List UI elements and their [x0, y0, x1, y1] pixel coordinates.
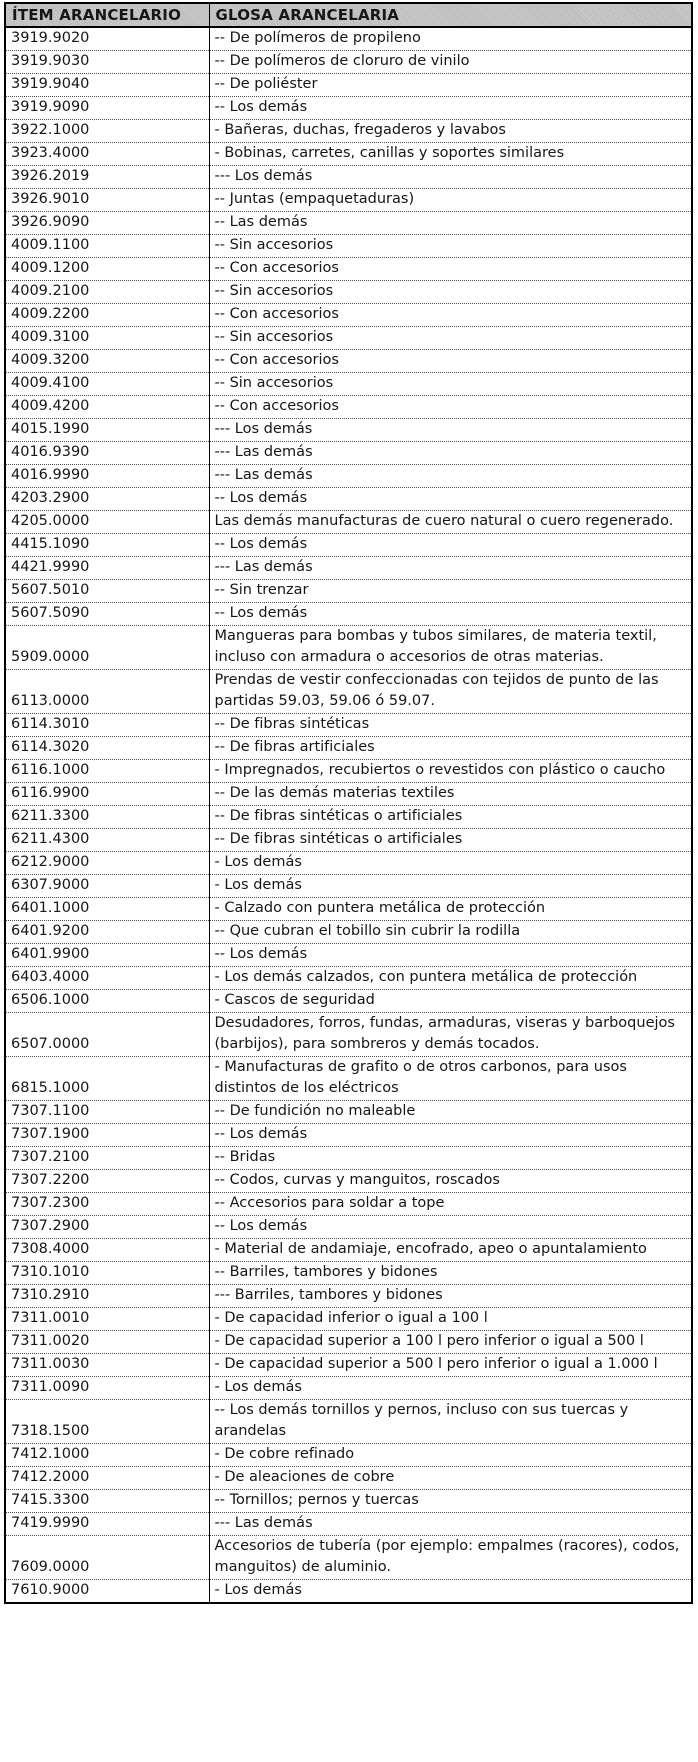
glosa-cell: - Manufacturas de grafito o de otros carbonos, para usos distintos de los eléctricos — [209, 1057, 692, 1101]
glosa-cell: - Los demás calzados, con puntera metálica de protección — [209, 967, 692, 990]
glosa-cell: --- Las demás — [209, 442, 692, 465]
glosa-cell: -- Los demás — [209, 534, 692, 557]
table-row — [5, 1239, 692, 1262]
table-row — [5, 875, 692, 898]
table-row — [5, 396, 692, 419]
item-code-cell: 6507.0000 — [5, 1013, 209, 1057]
item-code-cell: 6401.9900 — [5, 944, 209, 967]
item-code-cell: 6403.4000 — [5, 967, 209, 990]
glosa-cell: -- Barriles, tambores y bidones — [209, 1262, 692, 1285]
glosa-cell: --- Las demás — [209, 557, 692, 580]
glosa-cell: - De capacidad superior a 100 l pero inferior o igual a 500 l — [209, 1331, 692, 1354]
glosa-cell: -- Sin accesorios — [209, 373, 692, 396]
table-row — [5, 1262, 692, 1285]
table-row — [5, 670, 692, 714]
table-row — [5, 1490, 692, 1513]
glosa-cell: -- Con accesorios — [209, 396, 692, 419]
glosa-cell: -- De fibras sintéticas — [209, 714, 692, 737]
table-row — [5, 580, 692, 603]
glosa-cell: -- Los demás — [209, 97, 692, 120]
item-code-cell: 7318.1500 — [5, 1400, 209, 1444]
table-row — [5, 1536, 692, 1580]
table-row — [5, 1444, 692, 1467]
glosa-cell: Accesorios de tubería (por ejemplo: empalmes (racores), codos, manguitos) de aluminio. — [209, 1536, 692, 1580]
glosa-cell: -- Con accesorios — [209, 350, 692, 373]
table-row — [5, 1400, 692, 1444]
table-row — [5, 27, 692, 51]
item-code-cell: 7311.0020 — [5, 1331, 209, 1354]
item-code-cell: 7308.4000 — [5, 1239, 209, 1262]
table-row — [5, 97, 692, 120]
glosa-cell: -- De fundición no maleable — [209, 1101, 692, 1124]
item-code-cell: 3926.9090 — [5, 212, 209, 235]
glosa-cell: - Bañeras, duchas, fregaderos y lavabos — [209, 120, 692, 143]
table-row — [5, 921, 692, 944]
glosa-cell: -- Con accesorios — [209, 258, 692, 281]
header-row — [5, 3, 692, 27]
glosa-cell: - Los demás — [209, 852, 692, 875]
table-row — [5, 442, 692, 465]
table-row — [5, 898, 692, 921]
glosa-cell: -- De fibras artificiales — [209, 737, 692, 760]
item-code-cell: 4009.1100 — [5, 235, 209, 258]
item-code-cell: 3922.1000 — [5, 120, 209, 143]
table-row — [5, 967, 692, 990]
item-code-cell: 6116.9900 — [5, 783, 209, 806]
table-row — [5, 1057, 692, 1101]
table-row — [5, 714, 692, 737]
glosa-cell: - De capacidad inferior o igual a 100 l — [209, 1308, 692, 1331]
table-row — [5, 1170, 692, 1193]
table-row — [5, 1147, 692, 1170]
table-row — [5, 1013, 692, 1057]
table-row — [5, 1216, 692, 1239]
item-code-cell: 6307.9000 — [5, 875, 209, 898]
glosa-cell: Desudadores, forros, fundas, armaduras, viseras y barboquejos (barbijos), para sombreros y demás tocados. — [209, 1013, 692, 1057]
glosa-cell: - Impregnados, recubiertos o revestidos con plástico o caucho — [209, 760, 692, 783]
table-row — [5, 51, 692, 74]
item-code-cell: 6815.1000 — [5, 1057, 209, 1101]
item-code-cell: 3919.9020 — [5, 27, 209, 51]
table-row — [5, 327, 692, 350]
glosa-cell: --- Barriles, tambores y bidones — [209, 1285, 692, 1308]
glosa-cell: -- Juntas (empaquetaduras) — [209, 189, 692, 212]
glosa-cell: -- De las demás materias textiles — [209, 783, 692, 806]
table-row — [5, 990, 692, 1013]
glosa-cell: -- De poliéster — [209, 74, 692, 97]
item-code-cell: 3926.9010 — [5, 189, 209, 212]
item-code-cell: 4009.4200 — [5, 396, 209, 419]
glosa-cell: -- Accesorios para soldar a tope — [209, 1193, 692, 1216]
table-row — [5, 488, 692, 511]
table-row — [5, 944, 692, 967]
item-code-cell: 7419.9990 — [5, 1513, 209, 1536]
glosa-cell: -- Con accesorios — [209, 304, 692, 327]
table-row — [5, 1513, 692, 1536]
glosa-cell: -- Los demás — [209, 488, 692, 511]
glosa-cell: - Calzado con puntera metálica de protección — [209, 898, 692, 921]
glosa-cell: -- Los demás — [209, 603, 692, 626]
item-code-cell: 6113.0000 — [5, 670, 209, 714]
item-code-cell: 3919.9030 — [5, 51, 209, 74]
glosa-cell: -- Que cubran el tobillo sin cubrir la rodilla — [209, 921, 692, 944]
table-row — [5, 373, 692, 396]
glosa-cell: - Bobinas, carretes, canillas y soportes similares — [209, 143, 692, 166]
item-code-cell: 6212.9000 — [5, 852, 209, 875]
table-row — [5, 235, 692, 258]
glosa-cell: -- Los demás — [209, 1216, 692, 1239]
item-code-cell: 3919.9040 — [5, 74, 209, 97]
item-code-cell: 6211.3300 — [5, 806, 209, 829]
table-row — [5, 829, 692, 852]
tariff-table-body — [5, 27, 692, 1603]
glosa-cell: --- Los demás — [209, 419, 692, 442]
item-code-cell: 7307.2200 — [5, 1170, 209, 1193]
table-row — [5, 281, 692, 304]
item-code-cell: 4009.2100 — [5, 281, 209, 304]
item-code-cell: 7310.1010 — [5, 1262, 209, 1285]
glosa-cell: - De aleaciones de cobre — [209, 1467, 692, 1490]
glosa-cell: -- De polímeros de propileno — [209, 27, 692, 51]
item-code-cell: 4009.1200 — [5, 258, 209, 281]
table-row — [5, 143, 692, 166]
table-row — [5, 189, 692, 212]
glosa-cell: Las demás manufacturas de cuero natural o cuero regenerado. — [209, 511, 692, 534]
item-code-cell: 7610.9000 — [5, 1580, 209, 1604]
item-code-cell: 7311.0090 — [5, 1377, 209, 1400]
glosa-cell: - Los demás — [209, 1377, 692, 1400]
glosa-cell: -- Codos, curvas y manguitos, roscados — [209, 1170, 692, 1193]
glosa-cell: -- Tornillos; pernos y tuercas — [209, 1490, 692, 1513]
item-code-cell: 7307.2900 — [5, 1216, 209, 1239]
item-code-cell: 5607.5090 — [5, 603, 209, 626]
table-row — [5, 557, 692, 580]
item-code-cell: 4009.3100 — [5, 327, 209, 350]
table-row — [5, 534, 692, 557]
item-code-cell: 4016.9390 — [5, 442, 209, 465]
table-row — [5, 806, 692, 829]
glosa-cell: -- De polímeros de cloruro de vinilo — [209, 51, 692, 74]
glosa-cell: -- Las demás — [209, 212, 692, 235]
glosa-cell: - Los demás — [209, 875, 692, 898]
table-row — [5, 1285, 692, 1308]
table-row — [5, 350, 692, 373]
glosa-cell: Mangueras para bombas y tubos similares, de materia textil, incluso con armadura o accesorios de otras materias. — [209, 626, 692, 670]
item-code-cell: 4415.1090 — [5, 534, 209, 557]
item-code-cell: 6211.4300 — [5, 829, 209, 852]
glosa-cell: --- Los demás — [209, 166, 692, 189]
glosa-cell: Prendas de vestir confeccionadas con tejidos de punto de las partidas 59.03, 59.06 ó 59.07. — [209, 670, 692, 714]
glosa-cell: -- Sin accesorios — [209, 281, 692, 304]
item-code-cell: 3923.4000 — [5, 143, 209, 166]
header-glosa-arancelaria: GLOSA ARANCELARIA — [209, 3, 692, 27]
item-code-cell: 6506.1000 — [5, 990, 209, 1013]
item-code-cell: 7307.2300 — [5, 1193, 209, 1216]
glosa-cell: -- Sin trenzar — [209, 580, 692, 603]
table-row — [5, 783, 692, 806]
item-code-cell: 7307.1900 — [5, 1124, 209, 1147]
table-row — [5, 852, 692, 875]
item-code-cell: 7310.2910 — [5, 1285, 209, 1308]
item-code-cell: 3926.2019 — [5, 166, 209, 189]
item-code-cell: 6401.9200 — [5, 921, 209, 944]
glosa-cell: -- Sin accesorios — [209, 327, 692, 350]
glosa-cell: -- Sin accesorios — [209, 235, 692, 258]
table-row — [5, 1354, 692, 1377]
glosa-cell: - De cobre refinado — [209, 1444, 692, 1467]
item-code-cell: 6114.3010 — [5, 714, 209, 737]
table-row — [5, 419, 692, 442]
table-row — [5, 304, 692, 327]
glosa-cell: -- Los demás — [209, 944, 692, 967]
item-code-cell: 7311.0030 — [5, 1354, 209, 1377]
table-row — [5, 511, 692, 534]
item-code-cell: 4015.1990 — [5, 419, 209, 442]
item-code-cell: 7311.0010 — [5, 1308, 209, 1331]
item-code-cell: 4009.2200 — [5, 304, 209, 327]
glosa-cell: --- Las demás — [209, 1513, 692, 1536]
glosa-cell: -- Bridas — [209, 1147, 692, 1170]
item-code-cell: 4016.9990 — [5, 465, 209, 488]
table-row — [5, 465, 692, 488]
item-code-cell: 4203.2900 — [5, 488, 209, 511]
table-row — [5, 1193, 692, 1216]
glosa-cell: - Los demás — [209, 1580, 692, 1604]
tariff-table-header — [5, 3, 692, 27]
item-code-cell: 4205.0000 — [5, 511, 209, 534]
glosa-cell: - Material de andamiaje, encofrado, apeo o apuntalamiento — [209, 1239, 692, 1262]
table-row — [5, 1467, 692, 1490]
item-code-cell: 3919.9090 — [5, 97, 209, 120]
item-code-cell: 6401.1000 — [5, 898, 209, 921]
glosa-cell: --- Las demás — [209, 465, 692, 488]
item-code-cell: 7609.0000 — [5, 1536, 209, 1580]
table-row — [5, 120, 692, 143]
table-row — [5, 1331, 692, 1354]
table-row — [5, 258, 692, 281]
table-row — [5, 760, 692, 783]
glosa-cell: -- De fibras sintéticas o artificiales — [209, 806, 692, 829]
table-row — [5, 626, 692, 670]
item-code-cell: 6116.1000 — [5, 760, 209, 783]
glosa-cell: - De capacidad superior a 500 l pero inferior o igual a 1.000 l — [209, 1354, 692, 1377]
item-code-cell: 7415.3300 — [5, 1490, 209, 1513]
glosa-cell: -- De fibras sintéticas o artificiales — [209, 829, 692, 852]
table-row — [5, 1308, 692, 1331]
item-code-cell: 7307.1100 — [5, 1101, 209, 1124]
item-code-cell: 6114.3020 — [5, 737, 209, 760]
table-row — [5, 166, 692, 189]
table-row — [5, 737, 692, 760]
glosa-cell: - Cascos de seguridad — [209, 990, 692, 1013]
item-code-cell: 7412.2000 — [5, 1467, 209, 1490]
item-code-cell: 5909.0000 — [5, 626, 209, 670]
glosa-cell: -- Los demás tornillos y pernos, incluso con sus tuercas y arandelas — [209, 1400, 692, 1444]
table-row — [5, 1377, 692, 1400]
glosa-cell: -- Los demás — [209, 1124, 692, 1147]
item-code-cell: 4009.4100 — [5, 373, 209, 396]
tariff-table — [4, 2, 693, 1604]
item-code-cell: 7307.2100 — [5, 1147, 209, 1170]
item-code-cell: 4421.9990 — [5, 557, 209, 580]
table-row — [5, 74, 692, 97]
table-row — [5, 1580, 692, 1604]
table-row — [5, 1124, 692, 1147]
table-row — [5, 603, 692, 626]
item-code-cell: 4009.3200 — [5, 350, 209, 373]
table-row — [5, 212, 692, 235]
item-code-cell: 5607.5010 — [5, 580, 209, 603]
item-code-cell: 7412.1000 — [5, 1444, 209, 1467]
table-row — [5, 1101, 692, 1124]
header-item-arancelario: ÍTEM ARANCELARIO — [5, 3, 209, 27]
